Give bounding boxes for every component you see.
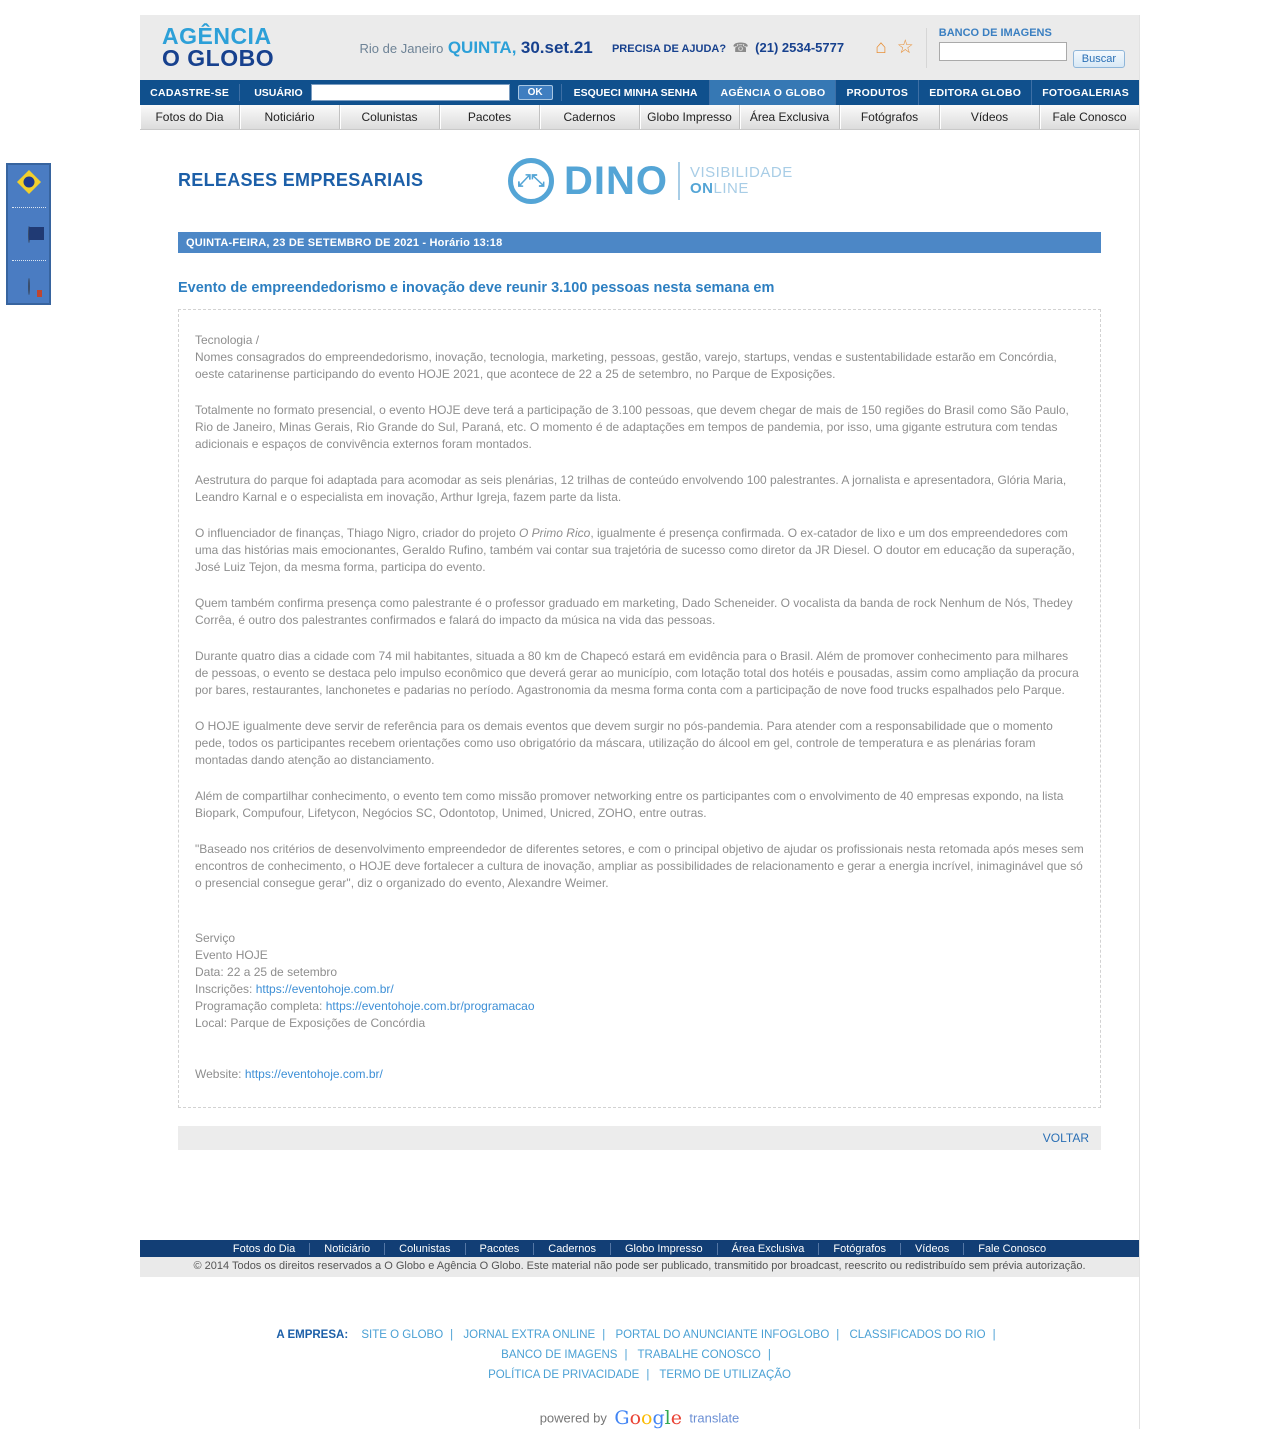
voltar-bar — [178, 1126, 1101, 1150]
logo-line-agencia: AGÊNCIA — [162, 22, 272, 49]
tab-editora-globo[interactable]: EDITORA GLOBO — [918, 80, 1031, 105]
footer-nav-videos[interactable]: Vídeos — [901, 1243, 964, 1255]
dino-arrows-icon: ⤢⤡ — [508, 158, 554, 204]
divider: | — [767, 1349, 771, 1361]
service-date: Data: 22 a 25 de setembro — [195, 965, 338, 979]
article-paragraph: "Baseado nos critérios de desenvolvimento empreendedor de diferentes setores, e com o principal objetivo de ajudar os profissionais nesta retomada após meses sem encontros de conhecimento, o HOJE deve fortalecer a cultura de inovação, ampliar as possibilidades de relacionamento e gerar a energia incrível, inimaginável que só o presencial consegue gerar", diz o organizado do evento, Alexandre Weimer. — [195, 842, 1084, 890]
dino-tagline — [690, 165, 793, 197]
dino-tagline-on: ON — [690, 180, 714, 197]
article-date-bar: QUINTA-FEIRA, 23 DE SETEMBRO DE 2021 - Horário 13:18 — [178, 232, 1101, 253]
article-paragraph: Quem também confirma presença como palestrante é o professor graduado em marketing, Dado Scheneider. O vocalista da banda de rock Nenhum de Nós, Thedey Corrêa, é outro dos palestrantes confirmados e falará do impacto da música na vida das pessoas. — [195, 596, 1073, 627]
inscricoes-link[interactable]: https://eventohoje.com.br/ — [255, 982, 394, 996]
footer-nav-fale-conosco[interactable]: Fale Conosco — [978, 1242, 1047, 1255]
language-switcher-panel — [6, 163, 51, 305]
paragraph-text: O influenciador de finanças, Thiago Nigro, criador do projeto — [195, 526, 519, 540]
dino-wordmark: DINO — [564, 159, 668, 203]
image-bank-label: BANCO DE IMAGENS — [938, 27, 1052, 39]
favorites-star-icon[interactable]: ☆ — [896, 37, 914, 58]
company-links-row2 — [140, 1345, 1139, 1365]
nav-item-noticiario[interactable]: Noticiário — [240, 105, 340, 129]
article-paragraph: Aestrutura do parque foi adaptada para acomodar as seis plenárias, 12 trilhas de conteúdo envolvendo 100 palestrantes. A jornalista e apresentadora, Glória Maria, Leandro Karnal e o especialista em inovação, Arthur Igreja, fazem parte da lista. — [195, 473, 1067, 504]
divider — [12, 207, 46, 208]
company-links-row3 — [140, 1365, 1139, 1385]
article-paragraph: Além de compartilhar conhecimento, o evento tem como missão promover networking entre os participantes com o envolvimento de 40 empresas expondo, na lista Biopark, Compufour, Lifetycon, Negócios SC, Odontotop, Unimed, Unicred, ZOHO, entre outras. — [195, 789, 1064, 820]
divider: | — [450, 1329, 454, 1341]
usa-flag-icon — [28, 226, 30, 243]
google-logo-letter: e — [670, 1407, 682, 1429]
service-programacao-label: Programação completa: — [195, 999, 326, 1013]
link-trabalhe-conosco[interactable]: TRABALHE CONOSCO — [637, 1349, 761, 1361]
nav-item-globo-impresso[interactable]: Globo Impresso — [640, 105, 740, 129]
google-logo-letter: o — [641, 1407, 653, 1429]
dino-logo[interactable] — [508, 158, 793, 204]
paragraph-italic-text: O Primo Rico — [518, 526, 591, 540]
company-links-row1 — [140, 1325, 1139, 1345]
footer-nav-fotos-do-dia[interactable]: Fotos do Dia — [219, 1243, 310, 1255]
buscar-button[interactable]: Buscar — [1073, 50, 1125, 68]
google-logo-letter: o — [629, 1407, 642, 1429]
service-event: Evento HOJE — [195, 948, 268, 962]
divider — [926, 28, 927, 68]
brazil-flag-icon — [28, 173, 30, 190]
website-link[interactable]: https://eventohoje.com.br/ — [244, 1067, 383, 1081]
service-local: Local: Parque de Exposições de Concórdia — [195, 1016, 426, 1030]
usuario-label: USUÁRIO — [254, 86, 303, 99]
service-inscricoes-label: Inscrições: — [195, 982, 256, 996]
link-politica-de-privacidade[interactable]: POLÍTICA DE PRIVACIDADE — [488, 1369, 640, 1381]
header-date-value: 30.set.21 — [520, 37, 593, 57]
footer — [140, 1240, 1139, 1277]
service-title: Serviço — [195, 931, 236, 945]
tab-produtos[interactable]: PRODUTOS — [835, 80, 918, 105]
service-programacao — [195, 998, 1084, 1015]
article-paragraph: O HOJE igualmente deve servir de referência para os demais eventos que devem surgir no pós-pandemia. Para atender com a responsabilidade que o momento pede, todos os participantes recebem orientações como uso obrigatório da máscara, utilização do álcool em gel, controle de temperatura e as plenárias foram montadas dando atenção ao distanciamento. — [195, 719, 1053, 767]
tab-agencia-o-globo[interactable]: AGÊNCIA O GLOBO — [709, 80, 835, 105]
programacao-link[interactable]: https://eventohoje.com.br/programacao — [325, 999, 535, 1013]
divider: | — [624, 1349, 628, 1361]
powered-by-text: powered by — [539, 1410, 607, 1426]
image-bank-search — [939, 27, 1139, 68]
article-paragraph: Durante quatro dias a cidade com 74 mil habitantes, situada a 80 km de Chapecó estará em evidência para o Brasil. Além de promover conhecimento para milhares de pessoas, o evento se destaca pelo impulso econômico que deverá gerar ao município, com lotação total dos hotéis e pousadas, assim como ampliação da procura por bares, restaurantes, lanchonetes e padarias no período. Agastronomia da mesma forma conta com a participação de nove food trucks espalhados pelo Parque. — [195, 649, 1079, 697]
main-navigation — [140, 105, 1139, 130]
footer-nav-noticiario[interactable]: Noticiário — [310, 1243, 385, 1255]
divider — [12, 260, 46, 261]
esqueci-senha-link[interactable]: ESQUECI MINHA SENHA — [562, 80, 710, 105]
translate-text[interactable]: translate — [689, 1410, 740, 1426]
footer-nav-pacotes[interactable]: Pacotes — [466, 1243, 535, 1255]
divider: | — [836, 1329, 840, 1341]
page-title: RELEASES EMPRESARIAIS — [178, 170, 424, 190]
top-tabs — [709, 80, 1139, 105]
copyright-text: © 2014 Todos os direitos reservados a O Globo e Agência O Globo. Este material não pode ser publicado, transmitido por broadcast, reescrito ou redistribuído sem prévia autorização. — [140, 1257, 1139, 1277]
header-date — [360, 38, 594, 58]
footer-nav-fotografos[interactable]: Fotógrafos — [819, 1243, 901, 1255]
header-city: Rio de Janeiro — [359, 40, 444, 56]
home-icon[interactable]: ⌂ — [875, 37, 887, 58]
link-banco-de-imagens[interactable]: BANCO DE IMAGENS — [501, 1349, 618, 1361]
google-translate-credit — [140, 1407, 1139, 1429]
article-body — [178, 309, 1101, 1108]
divider: | — [646, 1369, 650, 1381]
header-icons — [819, 38, 914, 57]
agencia-oglobo-logo[interactable] — [140, 22, 360, 71]
article-paragraph — [195, 525, 1084, 576]
login-bar — [140, 80, 1139, 105]
language-spanish-button[interactable] — [28, 279, 30, 294]
nav-item-colunistas[interactable]: Colunistas — [340, 105, 440, 129]
spain-flag-icon — [28, 278, 30, 295]
company-links — [140, 1325, 1139, 1385]
header-weekday: QUINTA, — [447, 37, 517, 57]
google-logo-letter: g — [652, 1407, 665, 1429]
login-ok-button[interactable]: OK — [518, 85, 553, 100]
footer-nav-globo-impresso[interactable]: Globo Impresso — [611, 1243, 718, 1255]
nav-item-area-exclusiva[interactable]: Área Exclusiva — [740, 105, 840, 129]
logo-line-oglobo: O GLOBO — [162, 44, 275, 71]
footer-navigation — [140, 1240, 1139, 1257]
divider — [678, 162, 680, 200]
usuario-input[interactable] — [311, 84, 510, 101]
nav-item-fotografos[interactable]: Fotógrafos — [840, 105, 940, 129]
nav-item-videos[interactable]: Vídeos — [940, 105, 1040, 129]
nav-item-fale-conosco[interactable]: Fale Conosco — [1040, 105, 1139, 129]
link-site-o-globo[interactable]: SITE O GLOBO — [361, 1329, 444, 1341]
divider: | — [992, 1329, 996, 1341]
nav-item-fotos-do-dia[interactable]: Fotos do Dia — [140, 105, 240, 129]
link-classificados-do-rio[interactable]: CLASSIFICADOS DO RIO — [849, 1329, 986, 1341]
nav-item-cadernos[interactable]: Cadernos — [540, 105, 640, 129]
help-phone-number: (21) 2534-5777 — [755, 39, 845, 55]
empresa-label: A EMPRESA: — [276, 1329, 349, 1341]
dino-tagline-line: LINE — [713, 180, 749, 197]
article-category: Tecnologia / — [195, 333, 260, 347]
phone-icon: ☎ — [732, 39, 749, 55]
article-paragraph: Nomes consagrados do empreendedorismo, inovação, tecnologia, marketing, pessoas, gestão, varejo, startups, vendas e sustentabilidade estarão em Concórdia, oeste catarinense participando do evento HOJE 2021, que acontece de 22 a 25 de setembro, no Parque de Exposições. — [195, 350, 1057, 381]
voltar-link[interactable]: VOLTAR — [1042, 1131, 1089, 1145]
link-portal-anunciante-infoglobo[interactable]: PORTAL DO ANUNCIANTE INFOGLOBO — [615, 1329, 830, 1341]
service-website-label: Website: — [195, 1067, 245, 1081]
help-block — [594, 39, 845, 57]
service-website — [195, 1066, 1084, 1083]
language-brazil-button[interactable] — [28, 174, 30, 189]
help-label: PRECISA DE AJUDA? — [611, 42, 727, 55]
service-block — [195, 930, 1084, 1083]
article-paragraph: Totalmente no formato presencial, o evento HOJE deve terá a participação de 3.100 pessoas, que devem chegar de mais de 150 regiões do Brasil como São Paulo, Rio de Janeiro, Minas Gerais, Rio Grande do Sul, Paraná, etc. O momento é de adaptações em tempos de pandemia, por isso, uma gigante estrutura com tendas adicionais e espaços de convivência externos foram montados. — [195, 403, 1069, 451]
cadastre-se-link[interactable]: CADASTRE-SE — [140, 80, 239, 105]
footer-nav-colunistas[interactable]: Colunistas — [385, 1243, 465, 1255]
google-logo-letter: l — [664, 1407, 671, 1429]
image-bank-search-input[interactable] — [939, 42, 1067, 61]
service-inscricoes — [195, 981, 1084, 998]
divider: | — [602, 1329, 606, 1341]
tab-fotogalerias[interactable]: FOTOGALERIAS — [1031, 80, 1139, 105]
site-header — [140, 15, 1139, 80]
article-title: Evento de empreendedorismo e inovação deve reunir 3.100 pessoas nesta semana em — [178, 280, 775, 296]
google-logo[interactable] — [614, 1407, 682, 1429]
dino-tagline-visibilidade: VISIBILIDADE — [690, 164, 793, 182]
page-container — [140, 15, 1140, 1429]
link-jornal-extra-online[interactable]: JORNAL EXTRA ONLINE — [463, 1329, 596, 1341]
paragraph-text: , igualmente é presença confirmada. O ex-catador de lixo e um dos empreendedores com uma das histórias mais emocionantes, Geraldo Rufino, também vai contar sua trajetória de sucesso como diretor da JR Diesel. O doutor em educação da superação, José Luiz Tejon, da mesma forma, participa do evento. — [195, 526, 1075, 574]
link-termo-de-utilizacao[interactable]: TERMO DE UTILIZAÇÃO — [659, 1369, 791, 1381]
main-content — [140, 130, 1139, 1150]
nav-item-pacotes[interactable]: Pacotes — [440, 105, 540, 129]
language-english-button[interactable] — [28, 227, 30, 242]
google-logo-letter: G — [614, 1407, 630, 1429]
footer-nav-cadernos[interactable]: Cadernos — [534, 1243, 611, 1255]
footer-nav-area-exclusiva[interactable]: Área Exclusiva — [718, 1243, 820, 1255]
